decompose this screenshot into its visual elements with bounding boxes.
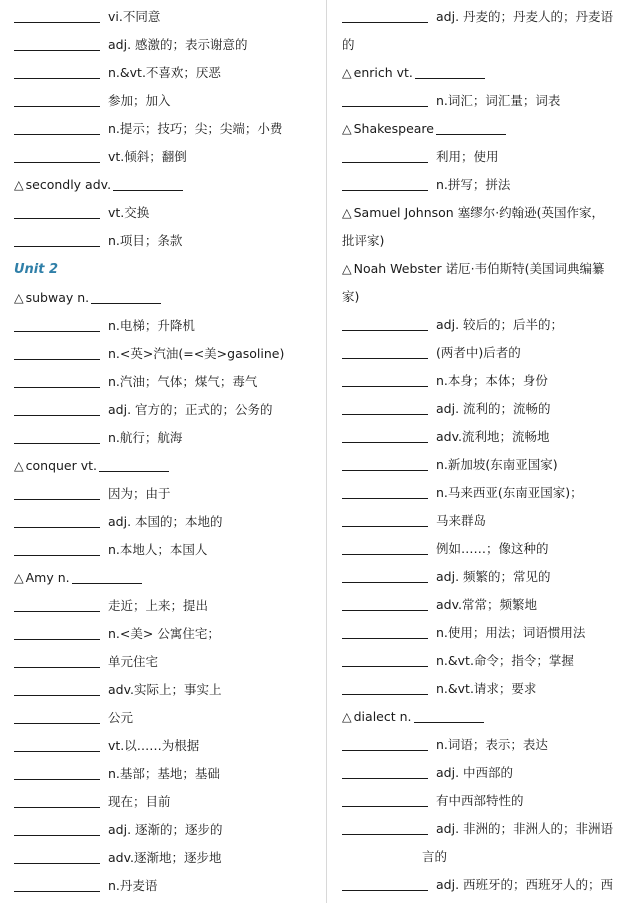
answer-blank[interactable] (14, 147, 100, 163)
answer-blank[interactable] (14, 848, 100, 864)
definition-text: vt.倾斜；翻倒 (108, 149, 187, 164)
answer-blank[interactable] (342, 567, 428, 583)
answer-blank[interactable] (342, 7, 428, 23)
vocab-row (342, 255, 638, 283)
vocab-row (342, 563, 638, 591)
answer-blank[interactable] (14, 63, 100, 79)
answer-blank[interactable] (14, 344, 100, 360)
definition-text: adj. 丹麦的；丹麦人的；丹麦语 (436, 9, 614, 24)
left-column (14, 3, 314, 900)
triangle-marker-icon: △ (342, 65, 352, 80)
definition-text: n.&vt.请求；要求 (436, 681, 537, 696)
definition-text: n.汽油；气体；煤气；毒气 (108, 374, 258, 389)
vocab-row (14, 508, 314, 536)
answer-blank[interactable] (342, 455, 428, 471)
answer-blank[interactable] (342, 651, 428, 667)
vocab-row (14, 704, 314, 732)
definition-text: n.<英>汽油(=<美>gasoline) (108, 346, 285, 361)
vocab-row (14, 676, 314, 704)
answer-blank[interactable] (14, 820, 100, 836)
answer-blank[interactable] (14, 400, 100, 416)
triangle-marker-icon: △ (14, 570, 24, 585)
definition-text: n.<美> 公寓住宅； (108, 626, 220, 641)
vocab-row (342, 535, 638, 563)
answer-blank[interactable] (99, 456, 169, 472)
definition-continuation: 家) (342, 289, 360, 304)
definition-text: adj. 频繁的；常见的 (436, 569, 551, 584)
vocab-row (342, 815, 638, 843)
answer-blank[interactable] (14, 876, 100, 892)
vocab-row (342, 31, 638, 59)
word-entry: Samuel Johnson 塞缪尔·约翰逊(英国作家， (353, 205, 605, 220)
answer-blank[interactable] (342, 315, 428, 331)
vocab-row (14, 312, 314, 340)
vocab-row (342, 59, 638, 87)
definition-text: adv.实际上；事实上 (108, 682, 222, 697)
vocab-row (342, 115, 638, 143)
definition-text: n.词语；表示；表达 (436, 737, 548, 752)
answer-blank[interactable] (14, 316, 100, 332)
vocab-row (342, 87, 638, 115)
vocab-row (14, 199, 314, 227)
definition-continuation: 言的 (422, 849, 448, 864)
vocab-row (342, 843, 638, 871)
vocab-row (14, 480, 314, 508)
definition-text: n.本地人；本国人 (108, 542, 208, 557)
answer-blank[interactable] (342, 147, 428, 163)
vocab-row (342, 647, 638, 675)
answer-blank[interactable] (342, 399, 428, 415)
vocab-row (14, 452, 314, 480)
answer-blank[interactable] (342, 343, 428, 359)
definition-text: n.词汇；词汇量；词表 (436, 93, 561, 108)
definition-text: 走近；上来；提出 (108, 598, 209, 613)
definition-text: 因为；由于 (108, 486, 171, 501)
triangle-marker-icon: △ (342, 121, 352, 136)
definition-text: n.马来西亚(东南亚国家)； (436, 485, 583, 500)
definition-text: (两者中)后者的 (436, 345, 521, 360)
answer-blank[interactable] (14, 7, 100, 23)
vocab-row (342, 395, 638, 423)
answer-blank[interactable] (14, 35, 100, 51)
vocab-row (14, 788, 314, 816)
vocab-row (14, 115, 314, 143)
word-entry: Amy n. (25, 570, 70, 585)
answer-blank[interactable] (14, 680, 100, 696)
answer-blank[interactable] (14, 484, 100, 500)
answer-blank[interactable] (72, 568, 142, 584)
vocab-row (342, 367, 638, 395)
answer-blank[interactable] (14, 428, 100, 444)
answer-blank[interactable] (14, 119, 100, 135)
vocab-row (14, 87, 314, 115)
vocab-row (14, 592, 314, 620)
definition-text: adv.流利地；流畅地 (436, 429, 550, 444)
answer-blank[interactable] (14, 792, 100, 808)
answer-blank[interactable] (436, 119, 506, 135)
vocab-row (342, 591, 638, 619)
answer-blank[interactable] (14, 372, 100, 388)
answer-blank[interactable] (342, 735, 428, 751)
vocab-row (342, 731, 638, 759)
triangle-marker-icon: △ (14, 290, 24, 305)
definition-text: n.拼写；拼法 (436, 177, 511, 192)
vocab-row (14, 284, 314, 312)
vocab-row (14, 424, 314, 452)
answer-blank[interactable] (342, 595, 428, 611)
word-entry: subway n. (25, 290, 90, 305)
answer-blank[interactable] (342, 623, 428, 639)
vocab-row (14, 368, 314, 396)
vocab-row (342, 227, 638, 255)
vocab-row (342, 507, 638, 535)
vocab-row (342, 759, 638, 787)
answer-blank[interactable] (14, 764, 100, 780)
vocab-row (14, 844, 314, 872)
answer-blank[interactable] (14, 512, 100, 528)
vocab-row (14, 396, 314, 424)
answer-blank[interactable] (342, 483, 428, 499)
definition-text: 现在；目前 (108, 794, 171, 809)
definition-text: n.基部；基地；基础 (108, 766, 220, 781)
definition-text: adj. 西班牙的；西班牙人的；西 (436, 877, 614, 892)
definition-text: vt.以……为根据 (108, 738, 200, 753)
definition-text: adj. 官方的；正式的；公务的 (108, 402, 273, 417)
definition-text: vi.不同意 (108, 9, 161, 24)
word-entry: Noah Webster 诺厄·韦伯斯特(美国词典编纂 (353, 261, 605, 276)
vocab-row (14, 648, 314, 676)
definition-text: adv.逐渐地；逐步地 (108, 850, 222, 865)
definition-text: vt.交换 (108, 205, 150, 220)
vocab-row (342, 199, 638, 227)
word-entry: dialect n. (353, 709, 412, 724)
vocab-row (342, 171, 638, 199)
right-column (342, 3, 638, 899)
definition-text: adj. 中西部的 (436, 765, 514, 780)
definition-text: n.使用；用法；词语惯用法 (436, 625, 586, 640)
definition-text: n.本身；本体；身份 (436, 373, 548, 388)
vocab-row (342, 479, 638, 507)
definition-text: n.项目；条款 (108, 233, 183, 248)
answer-blank[interactable] (342, 539, 428, 555)
word-entry: conquer vt. (25, 458, 97, 473)
vocab-row (14, 171, 314, 199)
answer-blank[interactable] (14, 231, 100, 247)
word-entry: secondly adv. (25, 177, 112, 192)
definition-continuation: 的 (342, 37, 355, 52)
vocab-row (14, 732, 314, 760)
answer-blank[interactable] (342, 511, 428, 527)
vocab-row (342, 675, 638, 703)
vocab-row (14, 3, 314, 31)
definition-text: n.提示；技巧；尖；尖端；小费 (108, 121, 283, 136)
definition-text: 例如……；像这种的 (436, 541, 549, 556)
definition-text: 马来群岛 (436, 513, 487, 528)
vocab-row (342, 871, 638, 899)
triangle-marker-icon: △ (342, 205, 352, 220)
vocab-row (14, 760, 314, 788)
definition-text: 参加；加入 (108, 93, 171, 108)
vocab-row (14, 536, 314, 564)
definition-text: adv.常常；频繁地 (436, 597, 537, 612)
definition-text: n.丹麦语 (108, 878, 158, 893)
definition-text: n.新加坡(东南亚国家) (436, 457, 558, 472)
answer-blank[interactable] (342, 875, 428, 891)
answer-blank[interactable] (342, 763, 428, 779)
triangle-marker-icon: △ (14, 177, 24, 192)
definition-text: 利用；使用 (436, 149, 499, 164)
definition-text: adj. 较后的；后半的； (436, 317, 564, 332)
vocab-row (342, 451, 638, 479)
answer-blank[interactable] (14, 708, 100, 724)
answer-blank[interactable] (14, 596, 100, 612)
vocab-row (14, 255, 314, 284)
answer-blank[interactable] (342, 679, 428, 695)
vocab-row (342, 3, 638, 31)
definition-text: n.&vt.命令；指令；掌握 (436, 653, 574, 668)
answer-blank[interactable] (342, 175, 428, 191)
vocab-row (14, 340, 314, 368)
vocab-row (14, 59, 314, 87)
definition-text: adj. 感激的；表示谢意的 (108, 37, 248, 52)
triangle-marker-icon: △ (342, 261, 352, 276)
definition-text: 有中西部特性的 (436, 793, 524, 808)
definition-text: n.航行；航海 (108, 430, 183, 445)
answer-blank[interactable] (342, 371, 428, 387)
column-divider (326, 0, 327, 903)
definition-continuation: 批评家) (342, 233, 385, 248)
answer-blank[interactable] (342, 791, 428, 807)
vocab-row (14, 227, 314, 255)
vocab-row (342, 143, 638, 171)
definition-text: 单元住宅 (108, 654, 159, 669)
vocab-row (342, 703, 638, 731)
vocab-row (14, 143, 314, 171)
vocab-row (14, 31, 314, 59)
vocab-row (342, 787, 638, 815)
definition-text: 公元 (108, 710, 134, 725)
answer-blank[interactable] (14, 91, 100, 107)
answer-blank[interactable] (14, 624, 100, 640)
answer-blank[interactable] (342, 91, 428, 107)
vocab-row (342, 339, 638, 367)
unit-heading: Unit 2 (14, 262, 59, 277)
vocab-row (14, 620, 314, 648)
vocab-row (342, 619, 638, 647)
triangle-marker-icon: △ (342, 709, 352, 724)
definition-text: n.电梯；升降机 (108, 318, 195, 333)
answer-blank[interactable] (14, 540, 100, 556)
vocab-row (342, 283, 638, 311)
definition-text: adj. 逐渐的；逐步的 (108, 822, 223, 837)
vocab-row (14, 872, 314, 900)
definition-text: adj. 本国的；本地的 (108, 514, 223, 529)
answer-blank[interactable] (342, 819, 428, 835)
answer-blank[interactable] (14, 736, 100, 752)
answer-blank[interactable] (414, 707, 484, 723)
definition-text: adj. 流利的；流畅的 (436, 401, 551, 416)
vocab-row (14, 564, 314, 592)
vocab-row (342, 423, 638, 451)
vocab-row (342, 311, 638, 339)
answer-blank[interactable] (342, 427, 428, 443)
definition-text: adj. 非洲的；非洲人的；非洲语 (436, 821, 614, 836)
word-entry: enrich vt. (353, 65, 413, 80)
answer-blank[interactable] (91, 288, 161, 304)
definition-text: n.&vt.不喜欢；厌恶 (108, 65, 221, 80)
answer-blank[interactable] (113, 175, 183, 191)
answer-blank[interactable] (415, 63, 485, 79)
answer-blank[interactable] (14, 203, 100, 219)
answer-blank[interactable] (14, 652, 100, 668)
word-entry: Shakespeare (353, 121, 434, 136)
triangle-marker-icon: △ (14, 458, 24, 473)
vocab-row (14, 816, 314, 844)
